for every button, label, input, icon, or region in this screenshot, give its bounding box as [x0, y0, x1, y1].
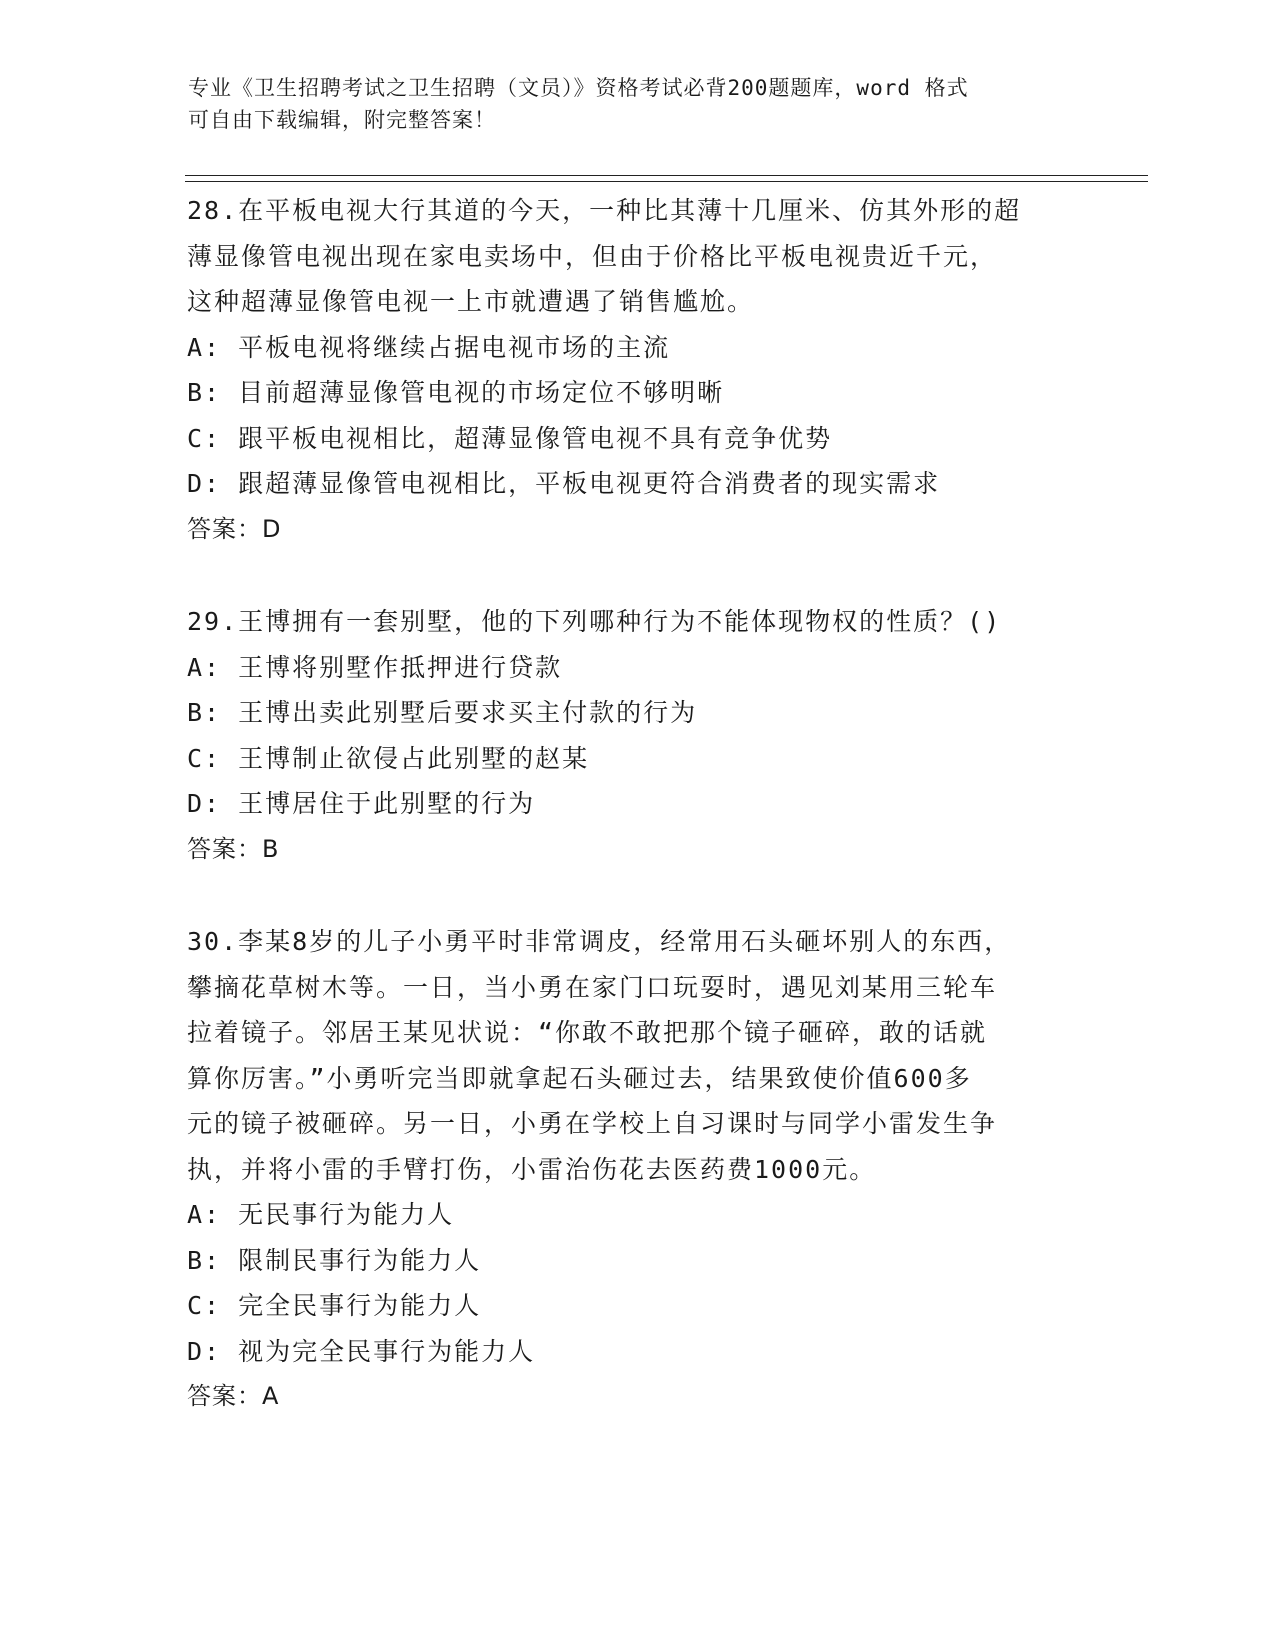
- question-stem-line: 29.王博拥有一套别墅，他的下列哪种行为不能体现物权的性质？(): [187, 607, 1002, 636]
- question-stem-line: 这种超薄显像管电视一上市就遭遇了销售尴尬。: [187, 287, 755, 316]
- question-stem-line: 元的镜子被砸碎。另一日，小勇在学校上自习课时与同学小雷发生争: [187, 1109, 998, 1138]
- option-d: D: 王博居住于此别墅的行为: [187, 789, 536, 818]
- answer-line: 答案：D: [187, 514, 282, 543]
- question-list: [187, 188, 1087, 1467]
- question-stem-line: 30.李某8岁的儿子小勇平时非常调皮，经常用石头砸坏别人的东西，: [187, 927, 1012, 956]
- option-b: B: 目前超薄显像管电视的市场定位不够明晰: [187, 378, 725, 407]
- question-stem-line: 算你厉害。”小勇听完当即就拿起石头砸过去，结果致使价值600多: [187, 1063, 972, 1093]
- question-stem-line: 拉着镜子。邻居王某见状说：“你敢不敢把那个镜子砸碎，敢的话就: [187, 1018, 988, 1047]
- option-c: C: 完全民事行为能力人: [187, 1291, 482, 1320]
- option-d: D: 跟超薄显像管电视相比，平板电视更符合消费者的现实需求: [187, 469, 941, 498]
- question-stem-line: 攀摘花草树木等。一日，当小勇在家门口玩耍时，遇见刘某用三轮车: [187, 972, 998, 1002]
- option-a: A: 无民事行为能力人: [187, 1200, 455, 1229]
- question-30: [187, 919, 1087, 1420]
- document-header: [188, 72, 1068, 136]
- question-stem-line: 薄显像管电视出现在家电卖场中，但由于价格比平板电视贵近千元，: [187, 241, 998, 271]
- header-divider-bottom: [185, 181, 1148, 182]
- header-line: 专业《卫生招聘考试之卫生招聘（文员）》资格考试必背200题题库，word 格式: [188, 76, 969, 100]
- option-a: A: 平板电视将继续占据电视市场的主流: [187, 332, 671, 362]
- question-28: [187, 188, 1087, 552]
- option-d: D: 视为完全民事行为能力人: [187, 1336, 536, 1366]
- option-c: C: 王博制止欲侵占此别墅的赵某: [187, 743, 590, 773]
- option-c: C: 跟平板电视相比，超薄显像管电视不具有竞争优势: [187, 423, 833, 453]
- answer-line: 答案：A: [187, 1382, 280, 1410]
- option-b: B: 限制民事行为能力人: [187, 1245, 482, 1275]
- option-a: A: 王博将别墅作抵押进行贷款: [187, 652, 563, 682]
- header-line: 可自由下载编辑，附完整答案！: [188, 108, 496, 132]
- answer-line: 答案：B: [187, 834, 280, 863]
- question-stem-line: 28.在平板电视大行其道的今天，一种比其薄十几厘米、仿其外形的超: [187, 196, 1022, 225]
- question-stem-line: 执，并将小雷的手臂打伤，小雷治伤花去医药费1000元。: [187, 1154, 877, 1184]
- option-b: B: 王博出卖此别墅后要求买主付款的行为: [187, 698, 698, 727]
- question-29: [187, 599, 1087, 872]
- header-divider-top: [185, 175, 1148, 176]
